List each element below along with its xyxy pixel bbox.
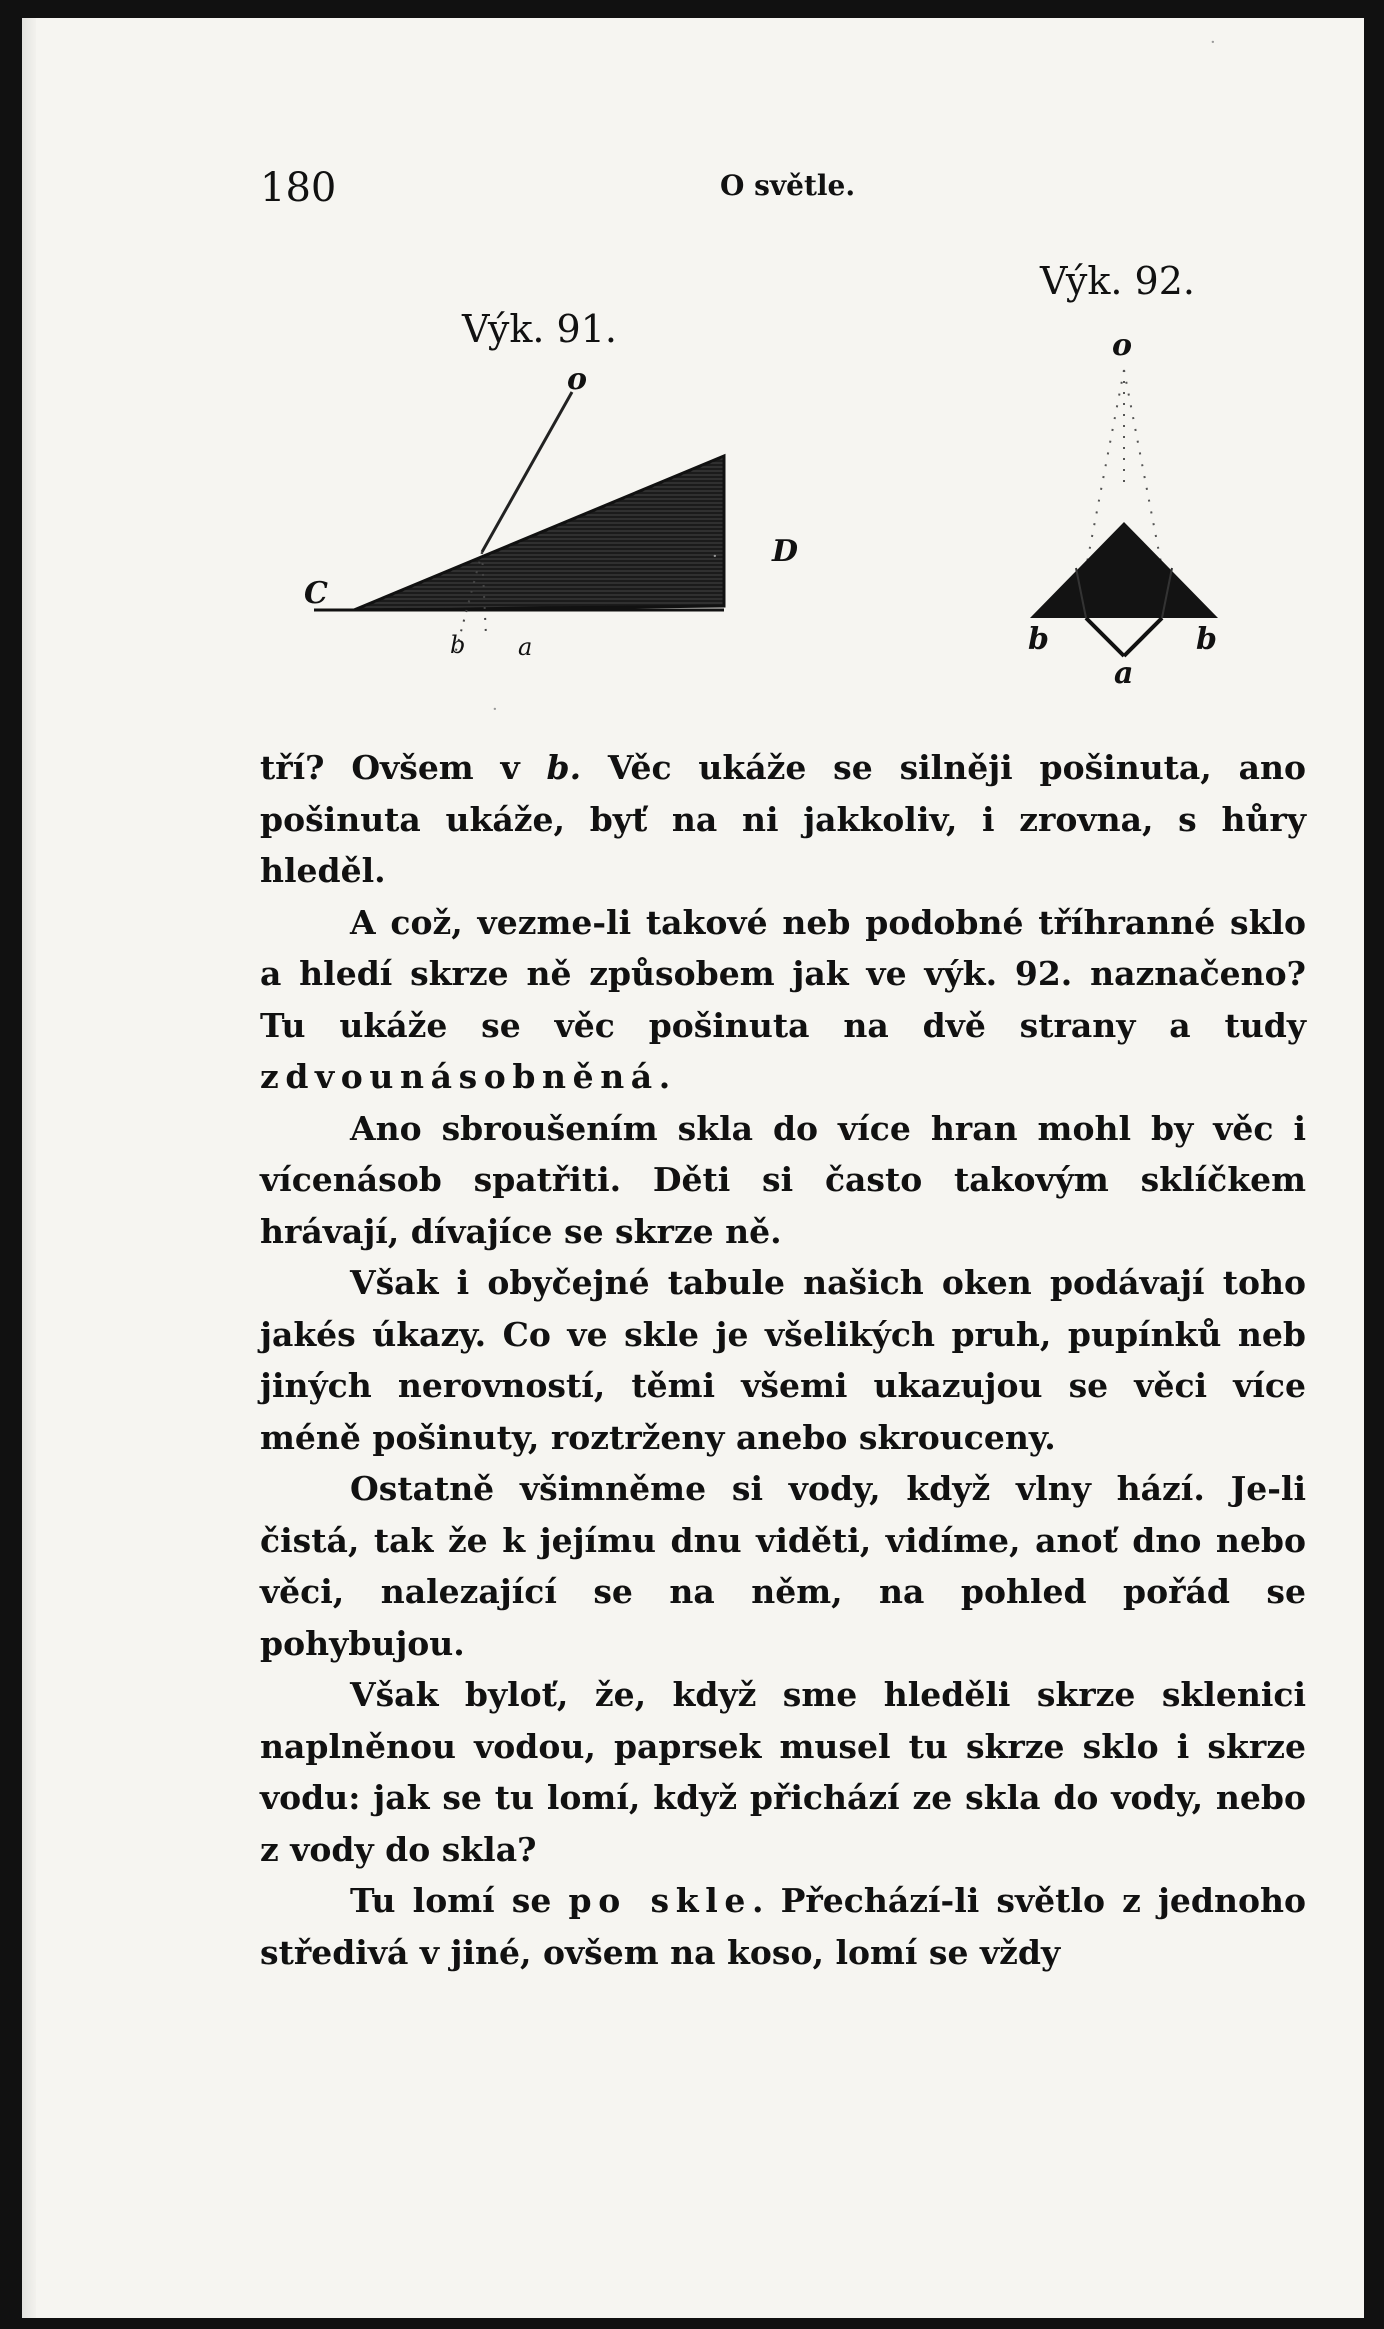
page-number: 180	[260, 165, 337, 211]
figure-92-label-bottom: a	[1114, 656, 1134, 691]
paragraph-7	[260, 1875, 1306, 1978]
scanned-page	[22, 18, 1364, 2318]
paragraph-3: Ano sbroušením skla do více hran mohl by věc i vícenásob spatřiti. Děti si často takovým sklíčkem hrávají, dívajíce se skrze ně.	[260, 1108, 1306, 1251]
scan-speck: ·	[1210, 32, 1216, 53]
paragraph-2	[260, 897, 1306, 1103]
figure-91	[274, 306, 834, 716]
paragraph-1	[260, 742, 1306, 897]
page-header	[260, 158, 1290, 218]
paragraph-7-spaced-word: po skle	[568, 1881, 752, 1920]
paragraph-1-text-a: tří? Ovšem v	[260, 748, 547, 787]
paragraph-1-italic-b: b.	[546, 748, 582, 787]
page-edge-shadow	[22, 18, 36, 2318]
figure-92-label-right: b	[1196, 622, 1217, 657]
figure-91-label-a: a	[518, 633, 533, 661]
figure-92-label-top: o	[1112, 328, 1133, 363]
figure-91-label-b: b	[450, 631, 466, 659]
paragraph-2-text-a: A což, vezme-li takové neb podobné tříhranné sklo a hledí skrze ně způsobem jak ve výk. 92. naznačeno? Tu ukáže se věc pošinuta na dvě strany a tudy	[260, 902, 1306, 1045]
paragraph-6: Však byloť, že, když sme hleděli skrze sklenici naplněnou vodou, paprsek musel tu skrze sklo i skrze vodu: jak se tu lomí, když přichází ze skla do vody, nebo z vody do skla?	[260, 1675, 1306, 1869]
figure-92	[1000, 258, 1240, 718]
running-title: O světle.	[720, 169, 856, 202]
paragraph-1-text-b: Věc ukáže se silněji pošinuta, ano pošinuta ukáže, byť na ni jakkoliv, i zrovna, s hůry hleděl.	[260, 748, 1306, 890]
figure-92-title: Výk. 92.	[1040, 259, 1195, 303]
figure-91-label-top: o	[567, 362, 588, 397]
scan-speck: ·	[712, 546, 718, 567]
figure-92-label-left: b	[1028, 622, 1049, 657]
scan-speck: ·	[492, 699, 498, 720]
figure-91-label-right: D	[772, 534, 799, 569]
paragraph-4: Však i obyčejné tabule našich oken podávají toho jakés úkazy. Co ve skle je všelikých pruh, pupínků neb jiných nerovností, těmi všemi ukazujou se věci více méně pošinuty, roztrženy anebo skrouceny.	[260, 1263, 1306, 1457]
paragraph-7-text-b: . Přechází-li světlo z jednoho středivá v jiné, ovšem na koso, lomí se vždy	[260, 1881, 1307, 1972]
paragraph-7-text-a: Tu lomí se	[350, 1881, 569, 1920]
paragraph-2-text-b: .	[658, 1057, 671, 1096]
figure-91-title: Výk. 91.	[462, 307, 617, 351]
figure-91-diagram	[274, 306, 834, 716]
body-text	[260, 742, 1306, 1978]
figure-91-label-left: C	[304, 576, 328, 611]
paragraph-2-spaced-word: zdvounásobněná	[260, 1057, 659, 1096]
paragraph-5: Ostatně všimněme si vody, když vlny hází. Je-li čistá, tak že k jejímu dnu viděti, vidíme, anoť dno nebo věci, nalezající se na něm, na pohled pořád se pohybujou.	[260, 1469, 1306, 1663]
